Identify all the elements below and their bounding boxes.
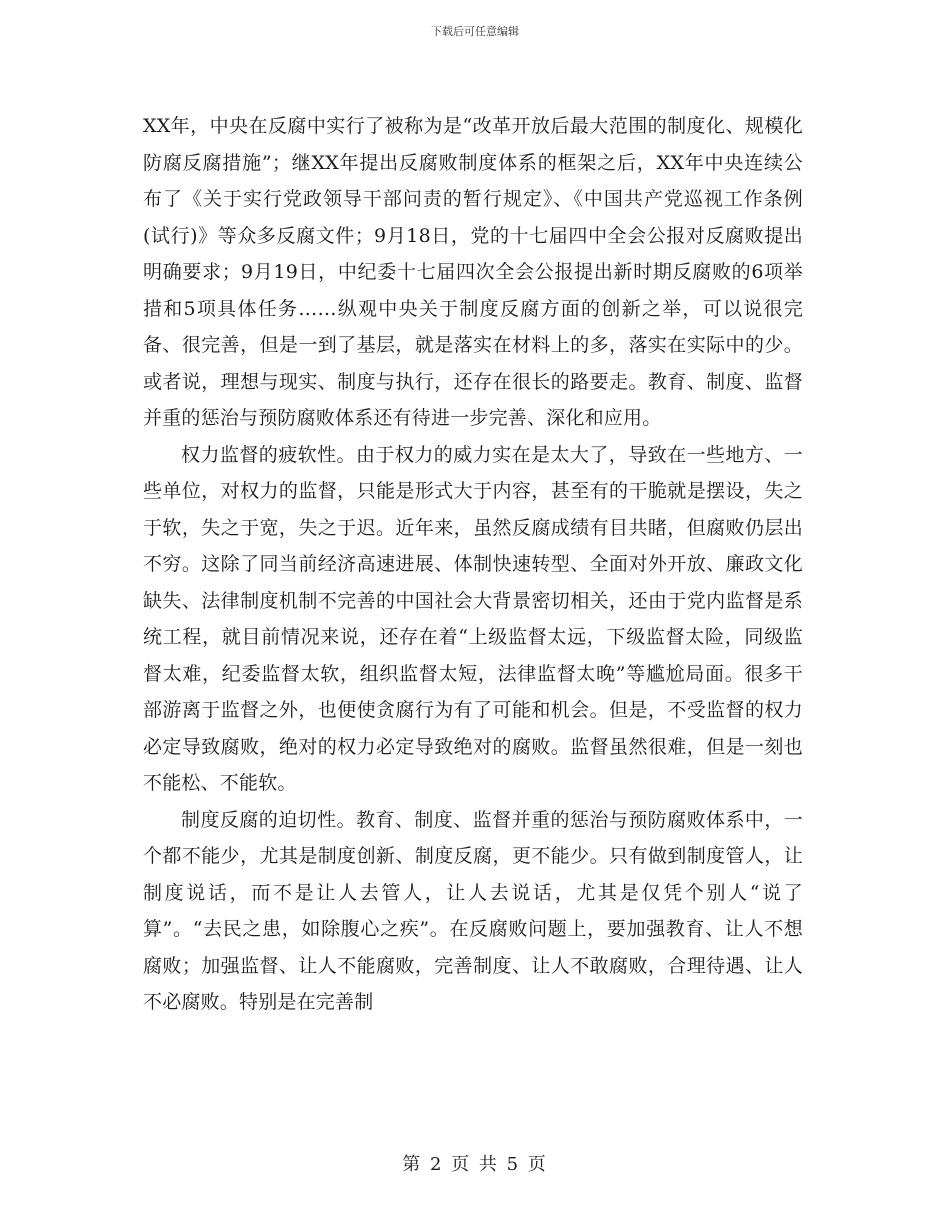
document-body — [143, 108, 803, 1021]
paragraph-3: 制度反腐的迫切性。教育、制度、监督并重的惩治与预防腐败体系中，一个都不能少，尤其是制度创新、制度反腐，更不能少。只有做到制度管人，让制度说话，而不是让人去管人，让人去说话，尤其是仅凭个别人“说了算”。“去民之患，如除腹心之疾”。在反腐败问题上，要加强教育、让人不想腐败；加强监督、让人不能腐败，完善制度、让人不敢腐败，合理待遇、让人不必腐败。特别是在完善制 — [143, 808, 803, 1013]
page-header-note: 下载后可任意编辑 — [431, 25, 519, 38]
paragraph-1: XX年，中央在反腐中实行了被称为是“改革开放后最大范围的制度化、规模化防腐反腐措施”；继XX年提出反腐败制度体系的框架之后，XX年中央连续公布了《关于实行党政领导干部问责的暂行规定》、《中国共产党巡视工作条例(试行)》等众多反腐文件；9月18日，党的十七届四中全会公报对反腐败提出明确要求；9月19日，中纪委十七届四次全会公报提出新时期反腐败的6项举措和5项具体任务……纵观中央关于制度反腐方面的创新之举，可以说很完备、很完善，但是一到了基层，就是落实在材料上的多，落实在实际中的少。或者说，理想与现实、制度与执行，还存在很长的路要走。教育、制度、监督并重的惩治与预防腐败体系还有待进一步完善、深化和应用。 — [143, 115, 803, 429]
page-number: 第 2 页 共 5 页 — [402, 1154, 548, 1175]
paragraph-2: 权力监督的疲软性。由于权力的威力实在是太大了，导致在一些地方、一些单位，对权力的监督，只能是形式大于内容，甚至有的干脆就是摆设，失之于软，失之于宽，失之于迟。近年来，虽然反腐成绩有目共睹，但腐败仍层出不穷。这除了同当前经济高速进展、体制快速转型、全面对外开放、廉政文化缺失、法律制度机制不完善的中国社会大背景密切相关，还由于党内监督是系统工程，就目前情况来说，还存在着“上级监督太远，下级监督太险，同级监督太难，纪委监督太软，组织监督太短，法律监督太晚”等尴尬局面。很多干部游离于监督之外，也便使贪腐行为有了可能和机会。但是，不受监督的权力必定导致腐败，绝对的权力必定导致绝对的腐败。监督虽然很难，但是一刻也不能松、不能软。 — [143, 443, 803, 794]
